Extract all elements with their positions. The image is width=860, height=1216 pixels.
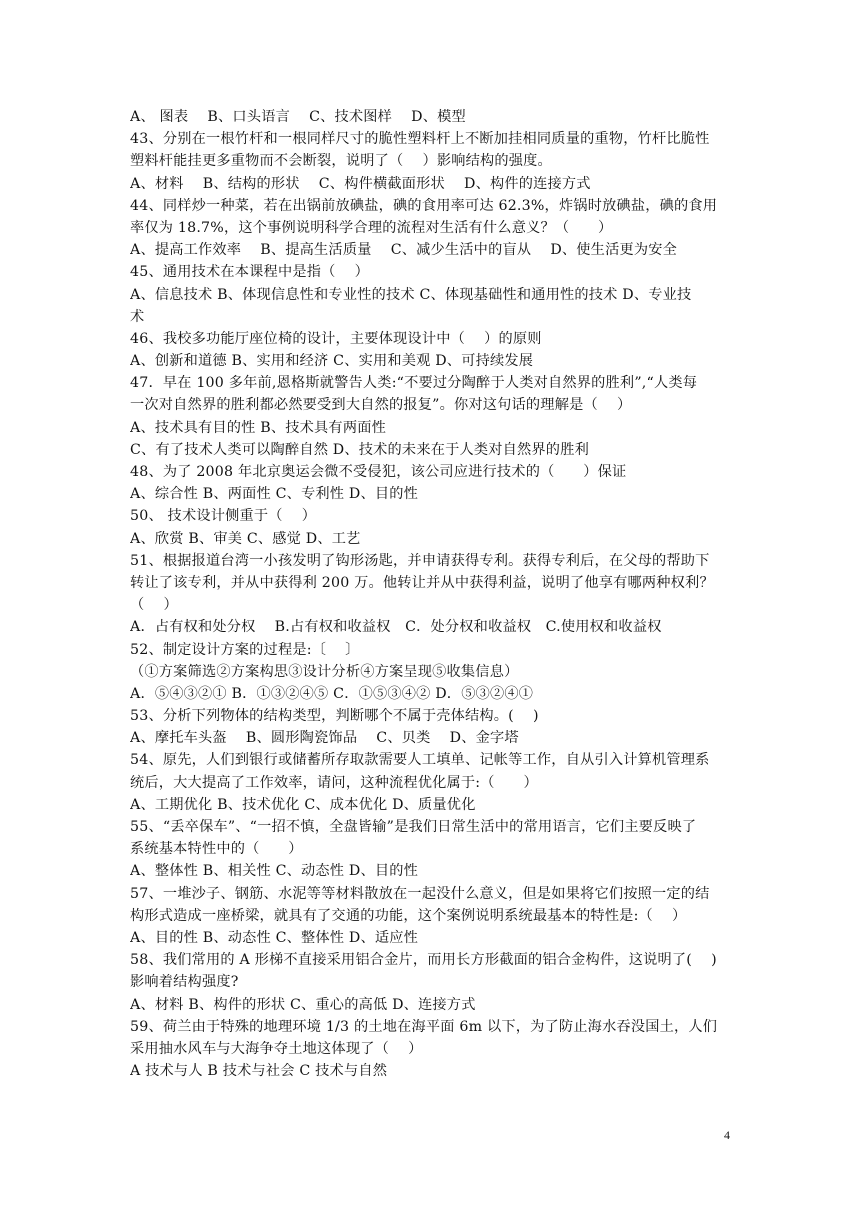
text-line: 47．早在 100 多年前,恩格斯就警告人类:“不要过分陶醉于人类对自然界的胜利”,“人类每 (130, 375, 698, 392)
text-line: 44、同样炒一种菜，若在出锅前放碘盐，碘的食用率可达 62.3%，炸锅时放碘盐，碘的食用 (130, 197, 718, 214)
text-line: 构形式造成一座桥梁，就具有了交通的功能，这个案例说明系统最基本的特性是:（ ） (130, 907, 687, 924)
text-line: A、 图表 B、口头语言 C、技术图样 D、模型 (130, 109, 466, 125)
text-line: A．占有权和处分权 B.占有权和收益权 C．处分权和收益权 C.使用权和收益权 (130, 619, 662, 636)
text-line: 58、我们常用的 A 形梯不直接采用铝合金片，而用长方形截面的铝合金构件，这说明了( ) (130, 952, 717, 969)
text-line: 一次对自然界的胜利都必然要受到大自然的报复”。你对这句话的理解是（ ） (130, 397, 632, 414)
text-line: 54、原先，人们到银行或储蓄所存取款需要人工填单、记帐等工作，自从引入计算机管理系 (130, 752, 710, 769)
text-line: A、目的性 B、动态性 C、整体性 D、适应性 (130, 929, 419, 946)
text-line: A、摩托车头盔 B、圆形陶瓷饰品 C、贝类 D、金字塔 (130, 730, 519, 747)
text-line: A、整体性 B、相关性 C、动态性 D、目的性 (130, 863, 419, 880)
text-line: 59、荷兰由于特殊的地理环境 1/3 的土地在海平面 6m 以下，为了防止海水吞没国土，人们 (130, 1018, 718, 1035)
question-text-block (130, 106, 735, 1082)
text-line: 转让了该专利，并从中获得利 200 万。他转让并从中获得利益，说明了他享有哪两种权利？ (130, 574, 714, 591)
text-line: A、工期优化 B、技术优化 C、成本优化 D、质量优化 (130, 796, 476, 813)
text-line: A、综合性 B、两面性 C、专利性 D、目的性 (130, 486, 419, 503)
text-line: 50、 技术设计侧重于（ ） (130, 508, 317, 525)
text-line: 52、制定设计方案的过程是:〔 〕 (130, 641, 360, 658)
text-line: A、信息技术 B、体现信息性和专业性的技术 C、体现基础性和通用性的技术 D、专业技 (130, 286, 692, 303)
text-line: 46、我校多功能厅座位椅的设计，主要体现设计中（ ）的原则 (130, 330, 542, 347)
text-line: A、提高工作效率 B、提高生活质量 C、减少生活中的盲从 D、使生活更为安全 (130, 242, 678, 259)
text-line: 率仅为 18.7%，这个事例说明科学合理的流程对生活有什么意义？（ ） (130, 219, 613, 236)
text-line: （①方案筛选②方案构思③设计分析④方案呈现⑤收集信息） (130, 663, 519, 680)
text-line: 45、通用技术在本课程中是指（ ） (130, 264, 369, 281)
text-line: A、材料 B、结构的形状 C、构件横截面形状 D、构件的连接方式 (130, 175, 591, 192)
text-line: 48、为了 2008 年北京奥运会微不受侵犯，该公司应进行技术的（ ）保证 (130, 464, 627, 480)
text-line: A 技术与人 B 技术与社会 C 技术与自然 (130, 1063, 388, 1080)
text-line: 塑料杆能挂更多重物而不会断裂，说明了（ ）影响结构的强度。 (130, 153, 552, 170)
text-line: 43、分别在一根竹杆和一根同样尺寸的脆性塑料杆上不断加挂相同质量的重物，竹杆比脆性 (130, 131, 710, 148)
text-line: 57、一堆沙子、钢筋、水泥等等材料散放在一起没什么意义，但是如果将它们按照一定的结 (130, 885, 710, 902)
text-line: 统后，大大提高了工作效率，请问，这种流程优化属于:（ ） (130, 774, 538, 791)
text-line: A、材料 B、构件的形状 C、重心的高低 D、连接方式 (130, 996, 476, 1013)
text-line: 影响着结构强度? (130, 974, 239, 991)
text-line: A、技术具有目的性 B、技术具有两面性 (130, 419, 386, 436)
page-number: 4 (724, 1128, 730, 1142)
text-line: 系统基本特性中的（ ） (130, 841, 303, 858)
text-line: （ ） (130, 597, 178, 614)
text-line: 术 (130, 308, 145, 325)
text-line: C、有了技术人类可以陶醉自然 D、技术的未来在于人类对自然界的胜利 (130, 441, 589, 458)
text-line: 55、“丢卒保车”、“一招不慎，全盘皆输”是我们日常生活中的常用语言，它们主要反映了 (130, 819, 697, 835)
text-line: A．⑤④③②① B．①③②④⑤ C．①⑤③④② D．⑤③②④① (130, 685, 534, 702)
text-line: A、创新和道德 B、实用和经济 C、实用和美观 D、可持续发展 (130, 353, 534, 370)
text-line: 采用抽水风车与大海争夺土地这体现了（ ） (130, 1040, 423, 1057)
text-line: 51、根据报道台湾一小孩发明了钩形汤匙，并申请获得专利。获得专利后，在父母的帮助下 (130, 552, 710, 569)
text-line: A、欣赏 B、审美 C、感觉 D、工艺 (130, 530, 361, 547)
text-line: 53、分析下列物体的结构类型，判断哪个不属于壳体结构。( ) (130, 708, 539, 725)
